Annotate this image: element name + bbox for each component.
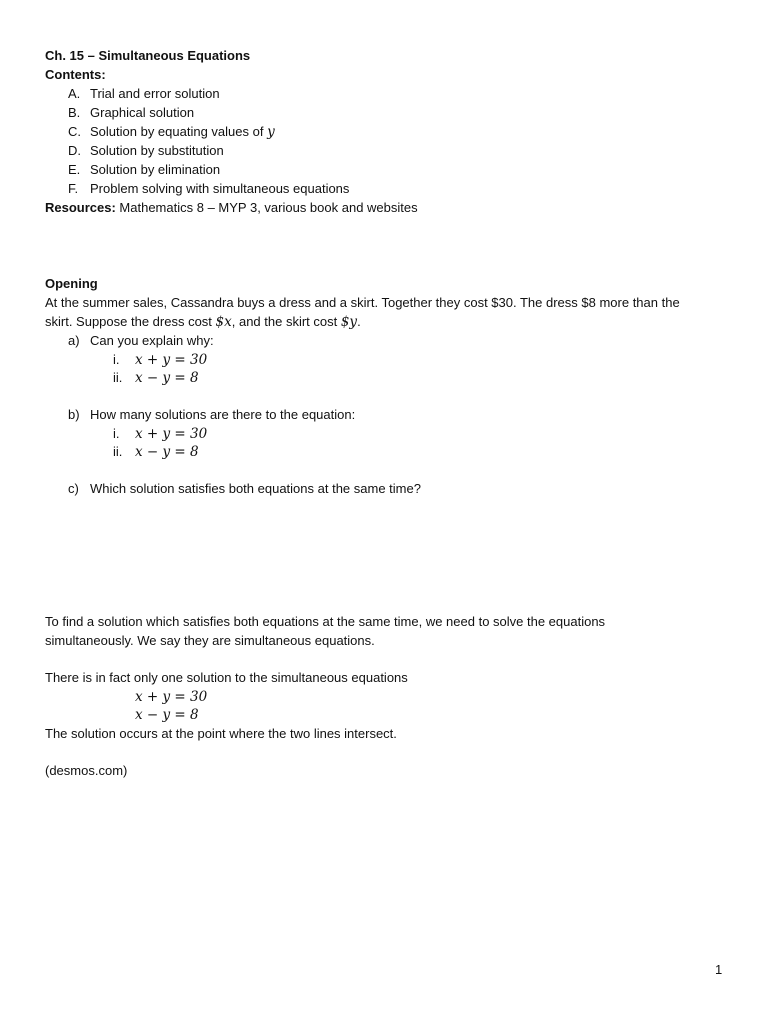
source-credit: (desmos.com) [45,763,128,778]
contents-item: Problem solving with simultaneous equations [90,181,350,196]
resources-text: Mathematics 8 – MYP 3, various book and websites [115,200,418,215]
equation: x − y = 8 [135,707,199,723]
opening-paragraph-line: At the summer sales, Cassandra buys a dress and a skirt. Together they cost $30. The dress $8 more than the [45,295,680,310]
resources-label: Resources: [45,200,116,215]
contents-item: Graphical solution [90,105,195,120]
explanation-paragraph-line: simultaneously. We say they are simultaneous equations. [45,633,375,648]
question-marker: a) [68,333,80,348]
question-text: How many solutions are there to the equation: [90,407,356,422]
contents-item: Solution by elimination [90,162,221,177]
equation: x − y = 8 [135,444,199,460]
opening-paragraph-line [45,313,361,331]
contents-marker: F. [68,181,79,196]
paragraph-text: , and the skirt cost [231,314,341,329]
contents-marker: D. [68,143,81,158]
math-variable: $y [340,314,358,330]
contents-item [90,123,275,141]
page-number: 1 [715,962,723,977]
contents-label: Contents: [45,67,106,82]
explanation-intro: There is in fact only one solution to the simultaneous equations [45,670,408,685]
question-marker: c) [68,481,79,496]
equation: x + y = 30 [135,689,208,705]
question-marker: b) [68,407,80,422]
explanation-paragraph-line: To find a solution which satisfies both equations at the same time, we need to solve the equations [45,614,606,629]
subitem-marker: ii. [113,444,123,459]
paragraph-text: skirt. Suppose the dress cost [45,314,216,329]
contents-item-text: Solution by equating values of [90,124,268,139]
contents-marker: B. [68,105,81,120]
contents-marker: E. [68,162,81,177]
paragraph-text: . [357,314,361,329]
math-variable: $x [215,314,232,330]
contents-item: Solution by substitution [90,143,224,158]
page-title: Ch. 15 – Simultaneous Equations [45,48,251,63]
equation: x + y = 30 [135,426,208,442]
question-text: Can you explain why: [90,333,214,348]
subitem-marker: i. [113,352,120,367]
contents-marker: C. [68,124,81,139]
math-variable: y [267,124,275,140]
contents-marker: A. [68,86,81,101]
contents-item: Trial and error solution [90,86,220,101]
subitem-marker: i. [113,426,120,441]
explanation-outro: The solution occurs at the point where the two lines intersect. [45,726,397,741]
question-text: Which solution satisfies both equations at the same time? [90,481,421,496]
opening-heading: Opening [45,276,98,291]
subitem-marker: ii. [113,370,123,385]
equation: x + y = 30 [135,352,208,368]
equation: x − y = 8 [135,370,199,386]
resources-line [45,199,418,217]
